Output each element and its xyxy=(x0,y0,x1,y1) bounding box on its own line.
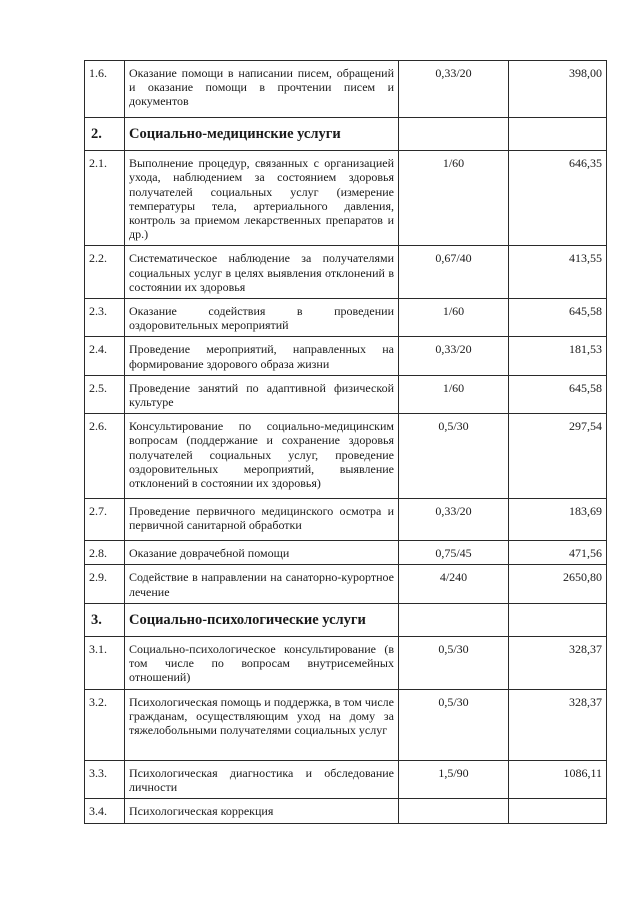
service-price: 413,55 xyxy=(509,246,607,299)
service-time-norm: 0,5/30 xyxy=(399,414,509,499)
service-name: Выполнение процедур, связанных с организацией ухода, наблюдением за состоянием здоровья получателей социальных услуг (измерение температуры тела, артериального давления, контроль за приемом лекарственных препаратов и др.) xyxy=(125,151,399,246)
service-time-norm: 1/60 xyxy=(399,375,509,413)
service-time-norm: 0,5/30 xyxy=(399,637,509,690)
service-time-norm: 0,33/20 xyxy=(399,499,509,541)
table-row-3-2 xyxy=(85,690,607,761)
row-number: 2.7. xyxy=(85,499,125,541)
section-title: Социально-психологические услуги xyxy=(125,603,399,636)
service-time-norm: 1/60 xyxy=(399,299,509,337)
row-number: 2.8. xyxy=(85,541,125,565)
table-row-1-6 xyxy=(85,61,607,118)
service-time-norm: 1,5/90 xyxy=(399,761,509,799)
section-header-2 xyxy=(85,118,607,151)
row-number: 2.3. xyxy=(85,299,125,337)
section-number: 3. xyxy=(85,603,125,636)
row-number: 2.1. xyxy=(85,151,125,246)
table-row-3-4 xyxy=(85,799,607,823)
table-row-2-5 xyxy=(85,375,607,413)
service-time-norm: 0,67/40 xyxy=(399,246,509,299)
service-price: 181,53 xyxy=(509,337,607,375)
service-name: Оказание помощи в написании писем, обращений и оказание помощи в прочтении писем и документов xyxy=(125,61,399,118)
services-tariff-table xyxy=(84,60,607,824)
table-row-2-1 xyxy=(85,151,607,246)
service-time-norm: 0,33/20 xyxy=(399,337,509,375)
row-number: 3.1. xyxy=(85,637,125,690)
row-number: 2.4. xyxy=(85,337,125,375)
service-price xyxy=(509,799,607,823)
service-time-norm: 0,5/30 xyxy=(399,690,509,761)
section-title: Социально-медицинские услуги xyxy=(125,118,399,151)
service-price: 398,00 xyxy=(509,61,607,118)
service-price: 646,35 xyxy=(509,151,607,246)
row-number: 3.4. xyxy=(85,799,125,823)
service-name: Социально-психологическое консультирование (в том числе по вопросам внутрисемейных отношений) xyxy=(125,637,399,690)
service-name: Оказание доврачебной помощи xyxy=(125,541,399,565)
service-price: 645,58 xyxy=(509,375,607,413)
row-number: 3.2. xyxy=(85,690,125,761)
section-header-3 xyxy=(85,603,607,636)
service-name: Оказание содействия в проведении оздоровительных мероприятий xyxy=(125,299,399,337)
service-price: 297,54 xyxy=(509,414,607,499)
service-price: 645,58 xyxy=(509,299,607,337)
service-time-norm: 1/60 xyxy=(399,151,509,246)
service-time-norm: 4/240 xyxy=(399,565,509,603)
document-page xyxy=(84,60,606,824)
service-name: Содействие в направлении на санаторно-курортное лечение xyxy=(125,565,399,603)
service-name: Психологическая помощь и поддержка, в том числе гражданам, осуществляющим уход на дому за тяжелобольными получателями социальных услуг xyxy=(125,690,399,761)
service-price: 1086,11 xyxy=(509,761,607,799)
section-number: 2. xyxy=(85,118,125,151)
table-row-2-3 xyxy=(85,299,607,337)
service-name: Проведение занятий по адаптивной физической культуре xyxy=(125,375,399,413)
table-row-2-7 xyxy=(85,499,607,541)
service-name: Консультирование по социально-медицинским вопросам (поддержание и сохранение здоровья получателей социальных услуг, проведение оздоровительных мероприятий, выявление отклонений в состоянии их здоровья) xyxy=(125,414,399,499)
service-name: Проведение первичного медицинского осмотра и первичной санитарной обработки xyxy=(125,499,399,541)
service-name: Психологическая диагностика и обследование личности xyxy=(125,761,399,799)
service-time-norm: 0,33/20 xyxy=(399,61,509,118)
service-name: Психологическая коррекция xyxy=(125,799,399,823)
row-number: 2.5. xyxy=(85,375,125,413)
service-price: 328,37 xyxy=(509,637,607,690)
table-row-3-1 xyxy=(85,637,607,690)
table-row-2-2 xyxy=(85,246,607,299)
service-price: 328,37 xyxy=(509,690,607,761)
row-number: 2.9. xyxy=(85,565,125,603)
table-row-2-6 xyxy=(85,414,607,499)
service-price: 183,69 xyxy=(509,499,607,541)
table-row-2-4 xyxy=(85,337,607,375)
service-name: Проведение мероприятий, направленных на формирование здорового образа жизни xyxy=(125,337,399,375)
row-number: 1.6. xyxy=(85,61,125,118)
service-time-norm xyxy=(399,799,509,823)
row-number: 2.6. xyxy=(85,414,125,499)
empty-cell xyxy=(509,603,607,636)
service-price: 2650,80 xyxy=(509,565,607,603)
empty-cell xyxy=(399,118,509,151)
empty-cell xyxy=(509,118,607,151)
service-name: Систематическое наблюдение за получателями социальных услуг в целях выявления отклонений в состоянии их здоровья xyxy=(125,246,399,299)
service-price: 471,56 xyxy=(509,541,607,565)
row-number: 3.3. xyxy=(85,761,125,799)
table-row-2-9 xyxy=(85,565,607,603)
empty-cell xyxy=(399,603,509,636)
table-row-2-8 xyxy=(85,541,607,565)
service-time-norm: 0,75/45 xyxy=(399,541,509,565)
row-number: 2.2. xyxy=(85,246,125,299)
table-row-3-3 xyxy=(85,761,607,799)
